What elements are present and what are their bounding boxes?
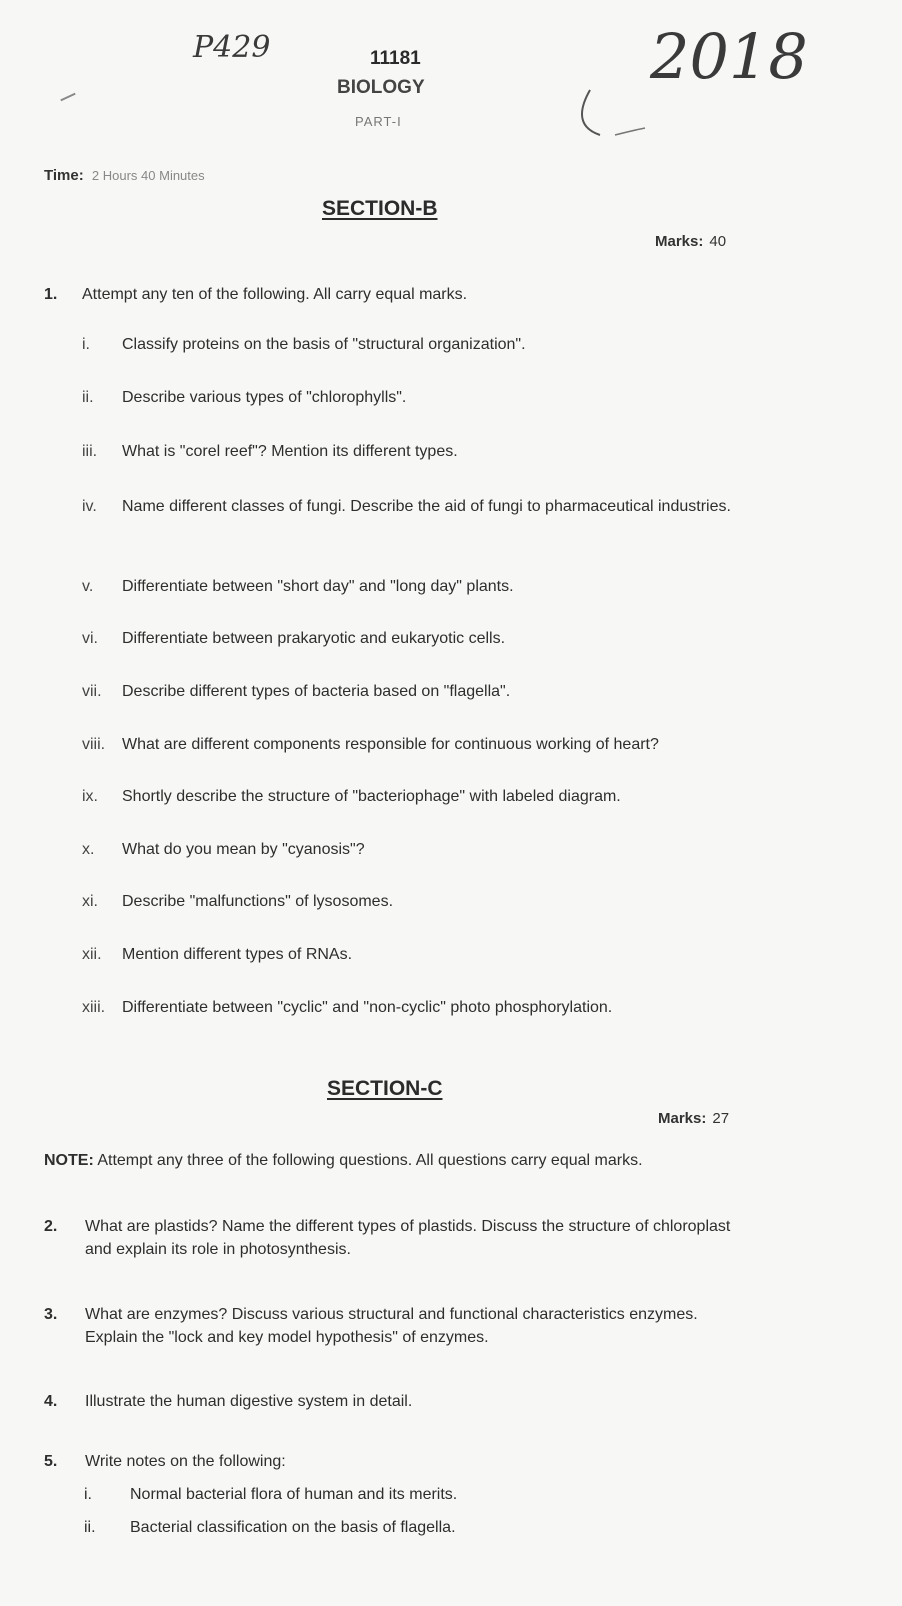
sub-item-text: Normal bacterial flora of human and its merits. — [130, 1486, 458, 1503]
question-number: 5. — [44, 1453, 58, 1470]
section-c-note — [44, 1152, 643, 1170]
item-text: What do you mean by "cyanosis"? — [122, 841, 365, 858]
section-b-marks — [655, 233, 726, 250]
item-numeral: iii. — [82, 443, 98, 460]
item-text: Describe "malfunctions" of lysosomes. — [122, 893, 394, 910]
item-text: Differentiate between "cyclic" and "non-cyclic" photo phosphorylation. — [122, 999, 613, 1016]
time-value: 2 Hours 40 Minutes — [91, 168, 205, 183]
item-text: Shortly describe the structure of "bacteriophage" with labeled diagram. — [122, 788, 621, 805]
item-text: What is "corel reef"? Mention its different types. — [122, 443, 458, 460]
handwritten-year: 2018 — [650, 20, 808, 93]
item-numeral: vii. — [82, 683, 102, 700]
item-numeral: ix. — [82, 788, 98, 805]
item-numeral: iv. — [82, 498, 97, 515]
item-numeral: viii. — [82, 736, 106, 753]
note-text: Attempt any three of the following questions. All questions carry equal marks. — [97, 1152, 643, 1169]
question-text: Write notes on the following: — [85, 1453, 286, 1470]
sub-item-numeral: ii. — [84, 1519, 96, 1536]
section-b-title: SECTION-B — [322, 197, 438, 220]
item-text: What are different components responsible for continuous working of heart? — [122, 736, 659, 753]
item-numeral: ii. — [82, 389, 94, 406]
section-c-marks — [658, 1110, 729, 1127]
question-number: 1. — [44, 286, 58, 303]
item-numeral: xiii. — [82, 999, 106, 1016]
question-number: 2. — [44, 1218, 58, 1235]
time-label: Time: — [44, 167, 84, 184]
item-numeral: i. — [82, 336, 90, 353]
part-label: PART-I — [355, 114, 402, 129]
item-numeral: xi. — [82, 893, 98, 910]
marks-label: Marks: — [655, 233, 704, 250]
marks-label: Marks: — [658, 1110, 707, 1127]
question-text: Illustrate the human digestive system in detail. — [85, 1393, 413, 1410]
marks-value: 40 — [709, 233, 727, 250]
question-number: 4. — [44, 1393, 58, 1410]
marks-value: 27 — [712, 1110, 730, 1127]
handwritten-bracket — [560, 80, 680, 150]
handwritten-reference: P429 — [193, 30, 271, 65]
item-numeral: vi. — [82, 630, 98, 647]
sub-item-numeral: i. — [84, 1486, 92, 1503]
question-text: What are plastids? Name the different types of plastids. Discuss the structure of chloroplast and explain its role in photosynthesis. — [85, 1218, 731, 1258]
question-number: 3. — [44, 1306, 58, 1323]
note-label: NOTE: — [44, 1152, 94, 1169]
item-text: Describe different types of bacteria based on "flagella". — [122, 683, 511, 700]
paper-code: 11181 — [370, 48, 421, 69]
question-text: Attempt any ten of the following. All carry equal marks. — [82, 286, 468, 303]
section-c-title: SECTION-C — [327, 1077, 443, 1100]
item-text: Differentiate between "short day" and "long day" plants. — [122, 578, 514, 595]
item-numeral: x. — [82, 841, 95, 858]
scan-speck — [60, 93, 75, 102]
item-text: Describe various types of "chlorophylls". — [122, 389, 407, 406]
item-text: Name different classes of fungi. Describe the aid of fungi to pharmaceutical industries. — [122, 498, 731, 515]
item-text: Differentiate between prakaryotic and eukaryotic cells. — [122, 630, 506, 647]
item-numeral: v. — [82, 578, 94, 595]
item-text: Mention different types of RNAs. — [122, 946, 353, 963]
time-allowed — [44, 167, 205, 184]
sub-item-text: Bacterial classification on the basis of flagella. — [130, 1519, 456, 1536]
question-text: What are enzymes? Discuss various structural and functional characteristics enzymes. Explain the "lock and key model hypothesis" of enzymes. — [85, 1306, 698, 1346]
subject-title: BIOLOGY — [337, 77, 425, 98]
item-numeral: xii. — [82, 946, 102, 963]
item-text: Classify proteins on the basis of "structural organization". — [122, 336, 526, 353]
